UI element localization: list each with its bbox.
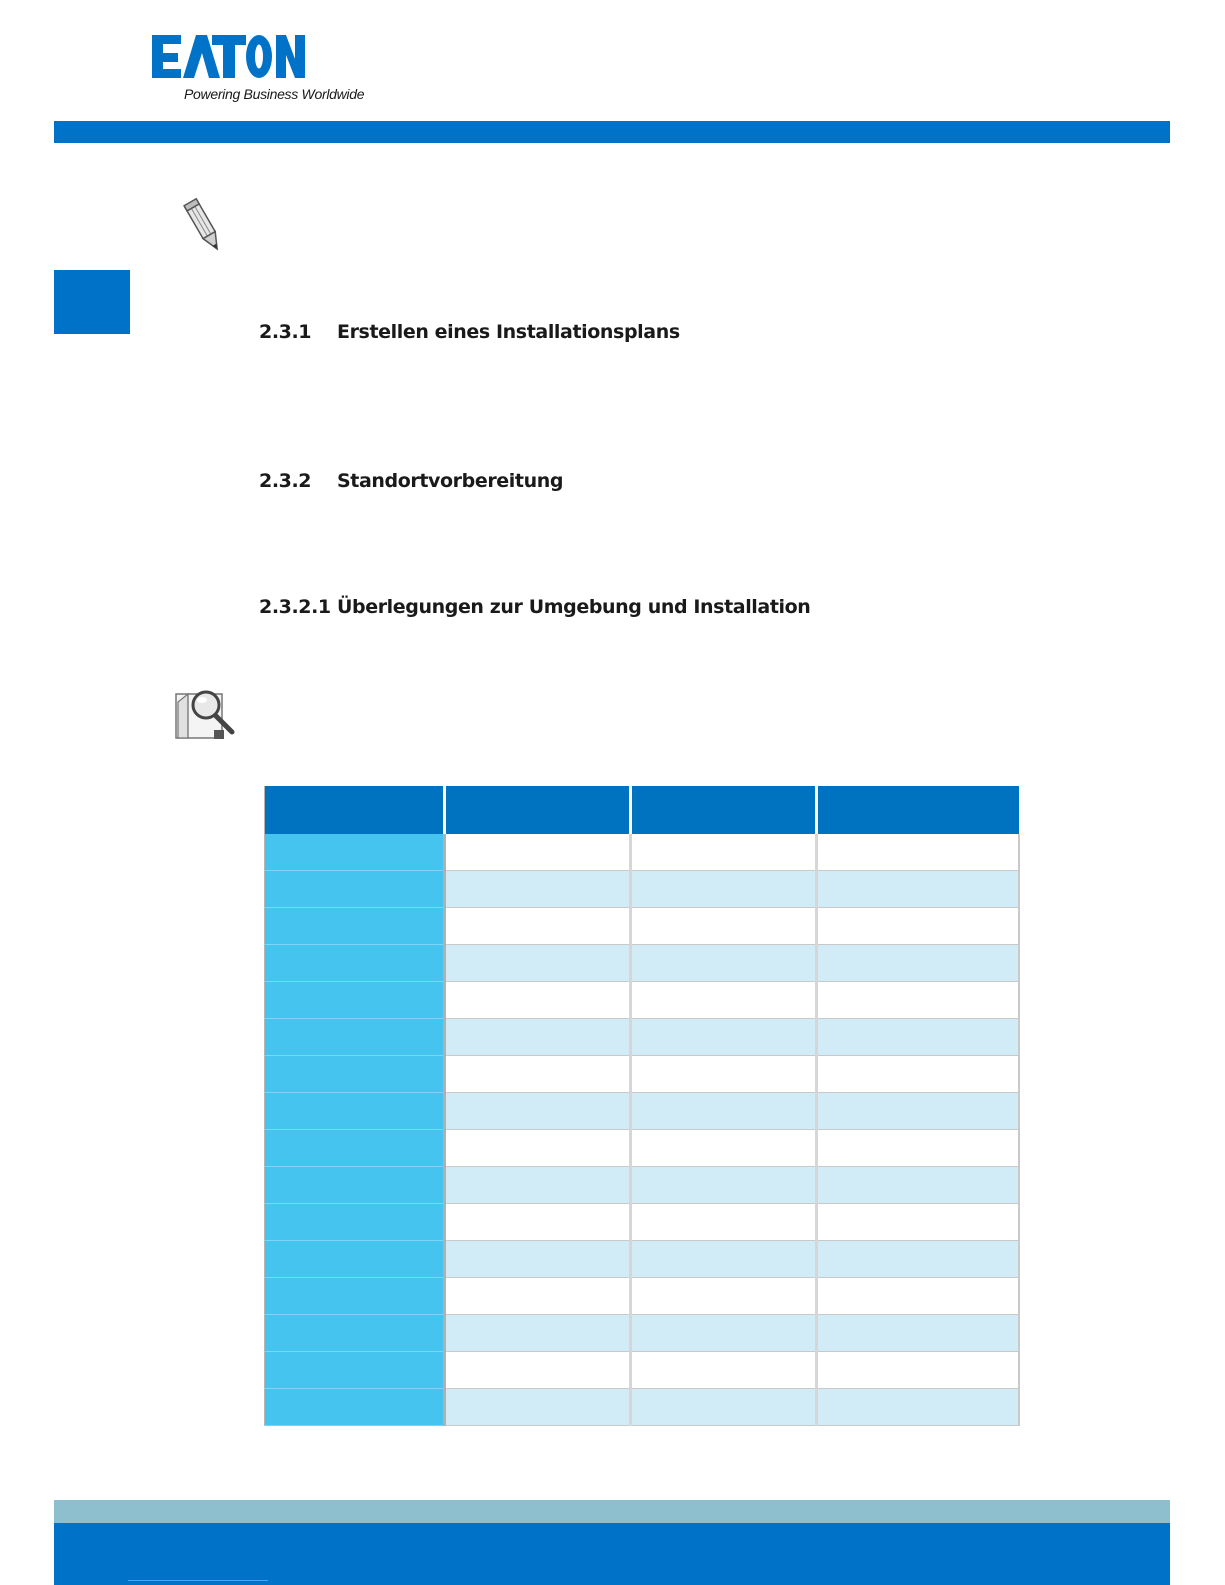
table-cell: [445, 1389, 631, 1426]
section-number: 2.3.2: [259, 470, 312, 492]
eaton-logo: [152, 35, 365, 105]
table-cell: [817, 1241, 1019, 1278]
table-cell: [445, 1167, 631, 1204]
row-header-cell: [265, 1019, 445, 1056]
row-header-cell: [265, 1352, 445, 1389]
table-cell: [817, 1167, 1019, 1204]
table-cell: [817, 834, 1019, 871]
table-cell: [631, 1093, 817, 1130]
row-header-cell: [265, 871, 445, 908]
table-row: [265, 1130, 1019, 1167]
table-cell: [445, 1093, 631, 1130]
row-header-cell: [265, 1389, 445, 1426]
table-cell: [817, 1204, 1019, 1241]
table-row: [265, 834, 1019, 871]
table-cell: [631, 1130, 817, 1167]
row-header-cell: [265, 1167, 445, 1204]
row-header-cell: [265, 908, 445, 945]
table-row: [265, 1352, 1019, 1389]
table-row: [265, 1241, 1019, 1278]
table-cell: [817, 1278, 1019, 1315]
section-heading-2-3-2: [259, 470, 563, 492]
table-cell: [445, 1278, 631, 1315]
section-title: Erstellen eines Installationsplans: [337, 321, 680, 343]
table-cell: [445, 982, 631, 1019]
table-row: [265, 1204, 1019, 1241]
table-cell: [631, 945, 817, 982]
table-row: [265, 1278, 1019, 1315]
eaton-tagline: Powering Business Worldwide: [184, 86, 365, 102]
footer-accent-bar: [54, 1500, 1170, 1523]
table-cell: [445, 1019, 631, 1056]
row-header-cell: [265, 1093, 445, 1130]
row-header-cell: [265, 1130, 445, 1167]
table-cell: [631, 982, 817, 1019]
table-cell: [445, 1204, 631, 1241]
table-cell: [817, 908, 1019, 945]
table-cell: [445, 1130, 631, 1167]
table-cell: [445, 908, 631, 945]
table-header-cell: [817, 786, 1019, 834]
pencil-note-icon: [180, 196, 230, 256]
table-cell: [817, 1056, 1019, 1093]
section-number: 2.3.1: [259, 321, 312, 343]
table-cell: [631, 834, 817, 871]
table-cell: [631, 1241, 817, 1278]
section-number: 2.3.2.1: [259, 596, 331, 618]
section-title: Überlegungen zur Umgebung und Installation: [337, 596, 811, 618]
table-cell: [817, 1019, 1019, 1056]
table-cell: [445, 834, 631, 871]
table-cell: [631, 1278, 817, 1315]
table-row: [265, 1019, 1019, 1056]
table-row: [265, 1093, 1019, 1130]
section-heading-2-3-1: [259, 321, 680, 343]
table-row: [265, 945, 1019, 982]
table-cell: [631, 1315, 817, 1352]
row-header-cell: [265, 1056, 445, 1093]
table-cell: [445, 1056, 631, 1093]
table-cell: [817, 1093, 1019, 1130]
header-bar: [54, 121, 1170, 143]
table-cell: [445, 871, 631, 908]
table-cell: [631, 871, 817, 908]
table-cell: [631, 1019, 817, 1056]
table-row: [265, 982, 1019, 1019]
table-header-cell: [445, 786, 631, 834]
table-cell: [817, 1389, 1019, 1426]
table-cell: [445, 1315, 631, 1352]
table-cell: [631, 1056, 817, 1093]
table-cell: [817, 1130, 1019, 1167]
table-cell: [445, 1241, 631, 1278]
table-cell: [445, 1352, 631, 1389]
row-header-cell: [265, 982, 445, 1019]
table-row: [265, 1389, 1019, 1426]
section-heading-2-3-2-1: [259, 596, 810, 618]
eaton-logo-wordmark: [152, 35, 307, 81]
table-cell: [631, 1389, 817, 1426]
chapter-tab: [54, 270, 130, 334]
footer-bar: [54, 1523, 1170, 1585]
row-header-cell: [265, 1278, 445, 1315]
section-title: Standortvorbereitung: [337, 470, 564, 492]
table-row: [265, 1056, 1019, 1093]
table-cell: [631, 908, 817, 945]
environment-table: [264, 786, 1020, 1426]
table-row: [265, 908, 1019, 945]
row-header-cell: [265, 1315, 445, 1352]
table-cell: [817, 982, 1019, 1019]
table-cell: [817, 1352, 1019, 1389]
table-cell: [817, 871, 1019, 908]
table-row: [265, 871, 1019, 908]
table-cell: [631, 1204, 817, 1241]
table-header-cell: [265, 786, 445, 834]
table-cell: [445, 945, 631, 982]
table-row: [265, 1167, 1019, 1204]
table-header-cell: [631, 786, 817, 834]
table-cell: [631, 1167, 817, 1204]
row-header-cell: [265, 1241, 445, 1278]
table-cell: [817, 945, 1019, 982]
table-cell: [817, 1315, 1019, 1352]
row-header-cell: [265, 834, 445, 871]
table-row: [265, 1315, 1019, 1352]
table-cell: [631, 1352, 817, 1389]
footer-link-underline[interactable]: [128, 1580, 268, 1581]
table-header-row: [265, 786, 1019, 834]
row-header-cell: [265, 1204, 445, 1241]
row-header-cell: [265, 945, 445, 982]
inspect-magnifier-icon: [174, 688, 238, 740]
